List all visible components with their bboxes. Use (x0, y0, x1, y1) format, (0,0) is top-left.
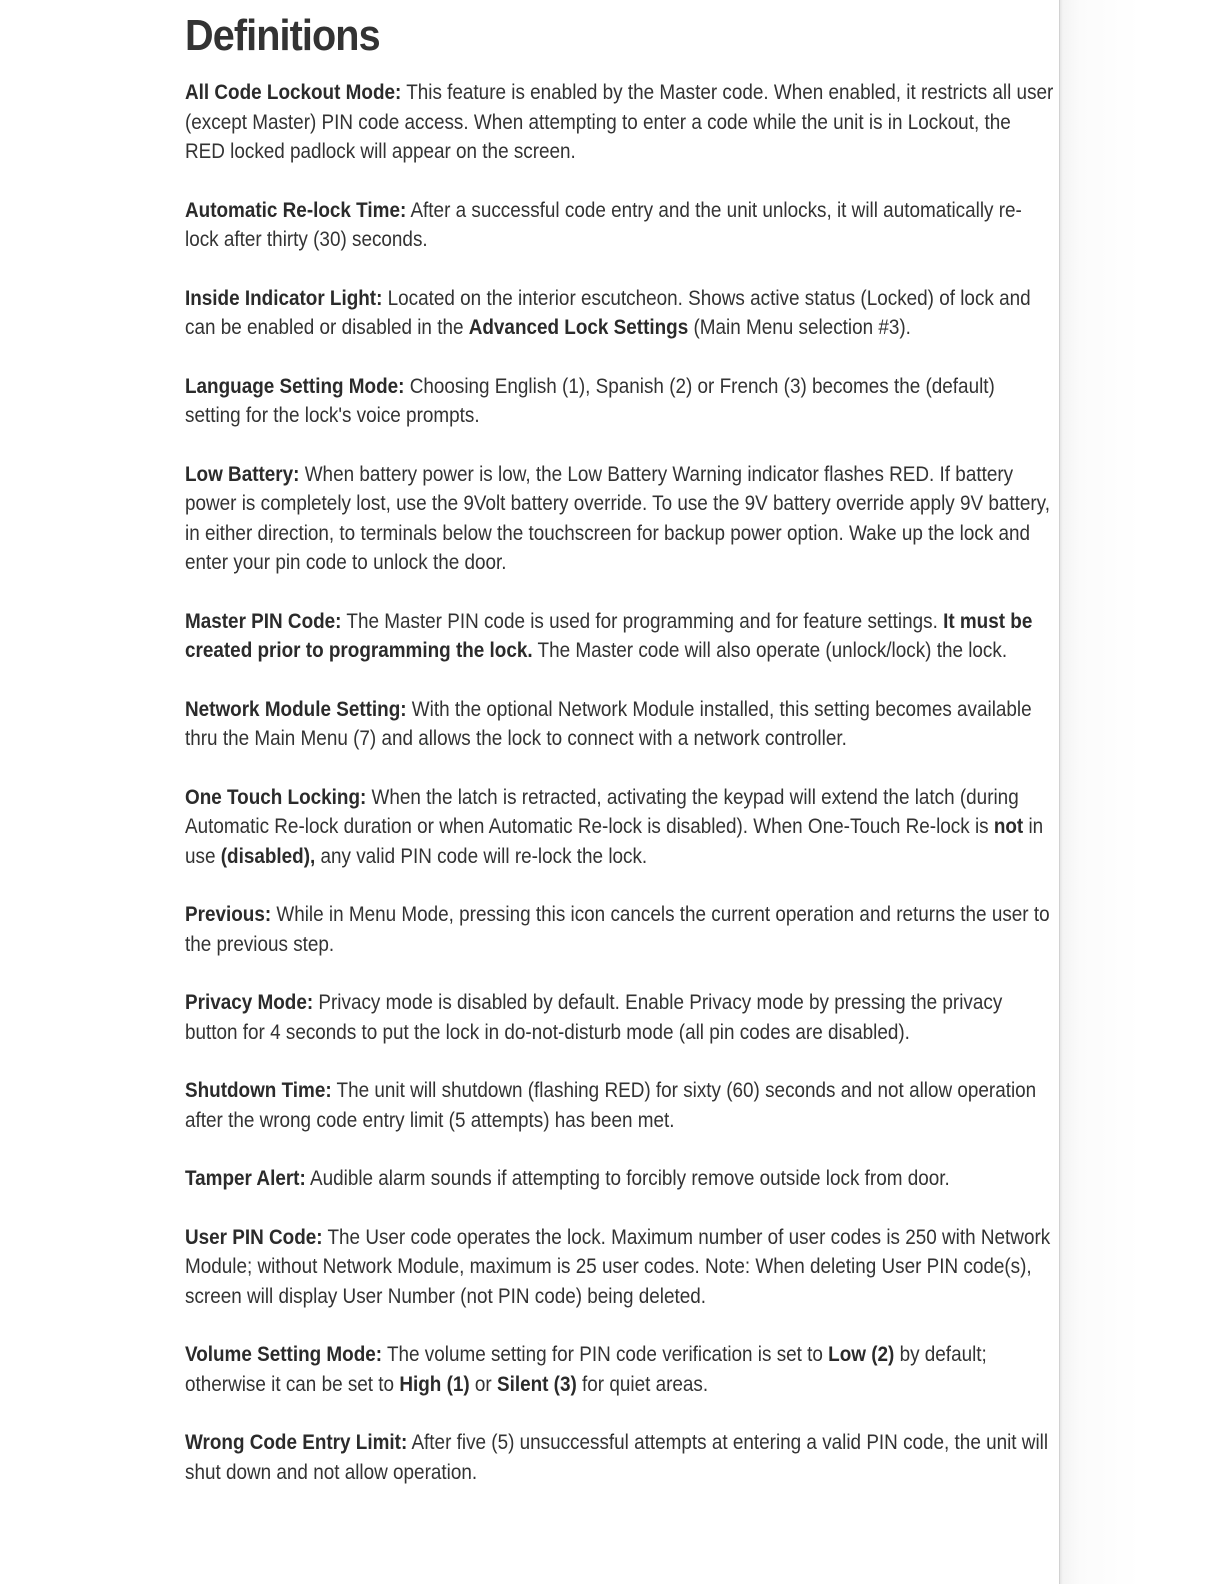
definition-item (185, 783, 1054, 872)
definition-emphasis: It must be created prior to programming the lock. (185, 609, 1033, 662)
definition-text: After a successful code entry and the unit unlocks, it will automatically re-lock after thirty (30) seconds. (185, 198, 1022, 251)
definition-term: One Touch Locking: (185, 785, 367, 809)
definition-emphasis: High (1) (399, 1372, 470, 1396)
page-edge-shading (1060, 0, 1224, 1584)
definition-item (185, 1223, 1054, 1312)
definition-emphasis: (disabled), (220, 844, 316, 868)
definition-item (185, 372, 1054, 431)
definition-item (185, 284, 1054, 343)
definition-text: When battery power is low, the Low Battery Warning indicator flashes RED. If battery power is completely lost, use the 9Volt battery override. To use the 9V battery override apply 9V battery, in either direction, to terminals below the touchscreen for backup power option. Wake up the lock and enter your pin code to unlock the door. (185, 462, 1050, 574)
definition-item (185, 196, 1054, 255)
definition-text: The unit will shutdown (flashing RED) for sixty (60) seconds and not allow operation after the wrong code entry limit (5 attempts) has been met. (185, 1079, 1037, 1132)
definition-term: Automatic Re-lock Time: (185, 198, 407, 222)
definition-term: Low Battery: (185, 462, 300, 486)
definition-text: Privacy mode is disabled by default. Enable Privacy mode by pressing the privacy button for 4 seconds to put the lock in do-not-disturb mode (all pin codes are disabled). (185, 991, 1003, 1044)
definition-text: With the optional Network Module installed, this setting becomes available thru the Main Menu (7) and allows the lock to connect with a network controller. (185, 697, 1032, 750)
definition-emphasis: not (993, 815, 1024, 838)
definition-text: The Master PIN code is used for programming and for feature settings. (341, 609, 944, 633)
definitions-list (185, 78, 1065, 1487)
definition-item (185, 460, 1054, 578)
definition-text: in use (185, 815, 1044, 868)
definition-item (185, 1164, 1054, 1194)
definition-item (185, 988, 1054, 1047)
page-title: Definitions (185, 11, 380, 60)
definition-text: When the latch is retracted, activating the keypad will extend the latch (during Automatic Re-lock duration or when Automatic Re-lock is disabled). When One-Touch Re-lock is (185, 785, 1019, 838)
definition-text: While in Menu Mode, pressing this icon cancels the current operation and returns the user to the previous step. (185, 903, 1050, 956)
definition-item (185, 900, 1054, 959)
definition-term: Master PIN Code: (185, 609, 342, 633)
definition-term: Wrong Code Entry Limit: (185, 1431, 408, 1454)
definition-text: for quiet areas. (576, 1372, 709, 1396)
definition-text: After five (5) unsuccessful attempts at entering a valid PIN code, the unit will shut down and not allow operation. (185, 1431, 1049, 1484)
definition-emphasis: Low (2) (828, 1343, 895, 1366)
definition-text: or (469, 1372, 497, 1396)
definition-text: Audible alarm sounds if attempting to forcibly remove outside lock from door. (305, 1167, 950, 1190)
definition-text: Choosing English (1), Spanish (2) or French (3) becomes the (default) setting for the lock's voice prompts. (185, 374, 995, 427)
definition-term: Network Module Setting: (185, 697, 407, 721)
definition-term: User PIN Code: (185, 1225, 323, 1249)
definition-item (185, 1340, 1054, 1399)
definition-term: Privacy Mode: (185, 991, 314, 1014)
definition-text: Located on the interior escutcheon. Shows active status (Locked) of lock and can be enabled or disabled in the (185, 286, 1031, 339)
definition-item (185, 1428, 1054, 1487)
definition-text: This feature is enabled by the Master code. When enabled, it restricts all user (except Master) PIN code access. When attempting to enter a code while the unit is in Lockout, the RED locked padlock will appear on the screen. (185, 81, 1054, 163)
definition-term: Previous: (185, 903, 272, 926)
definition-emphasis: Advanced Lock Settings (468, 316, 689, 339)
definition-item (185, 1076, 1054, 1135)
definition-emphasis: Silent (3) (496, 1372, 577, 1396)
definition-text: (Main Menu selection #3). (688, 316, 911, 339)
document-body (185, 6, 1065, 1516)
definition-term: Shutdown Time: (185, 1079, 332, 1102)
definition-text: by default; otherwise it can be set to (185, 1343, 987, 1396)
definition-term: Tamper Alert: (185, 1167, 306, 1190)
definition-item (185, 695, 1054, 754)
definition-item (185, 78, 1054, 167)
definition-term: Language Setting Mode: (185, 374, 405, 398)
definition-text: The volume setting for PIN code verification is set to (382, 1343, 829, 1366)
definition-term: Inside Indicator Light: (185, 286, 383, 310)
definition-term: All Code Lockout Mode: (185, 81, 402, 104)
definition-term: Volume Setting Mode: (185, 1343, 383, 1366)
definition-text: The Master code will also operate (unlock/lock) the lock. (532, 639, 1008, 662)
definition-text: The User code operates the lock. Maximum number of user codes is 250 with Network Module; without Network Module, maximum is 25 user codes. Note: When deleting User PIN code(s), screen will display User Number (not PIN code) being deleted. (185, 1225, 1051, 1308)
definition-item (185, 607, 1054, 666)
definition-text: any valid PIN code will re-lock the lock. (315, 844, 648, 868)
